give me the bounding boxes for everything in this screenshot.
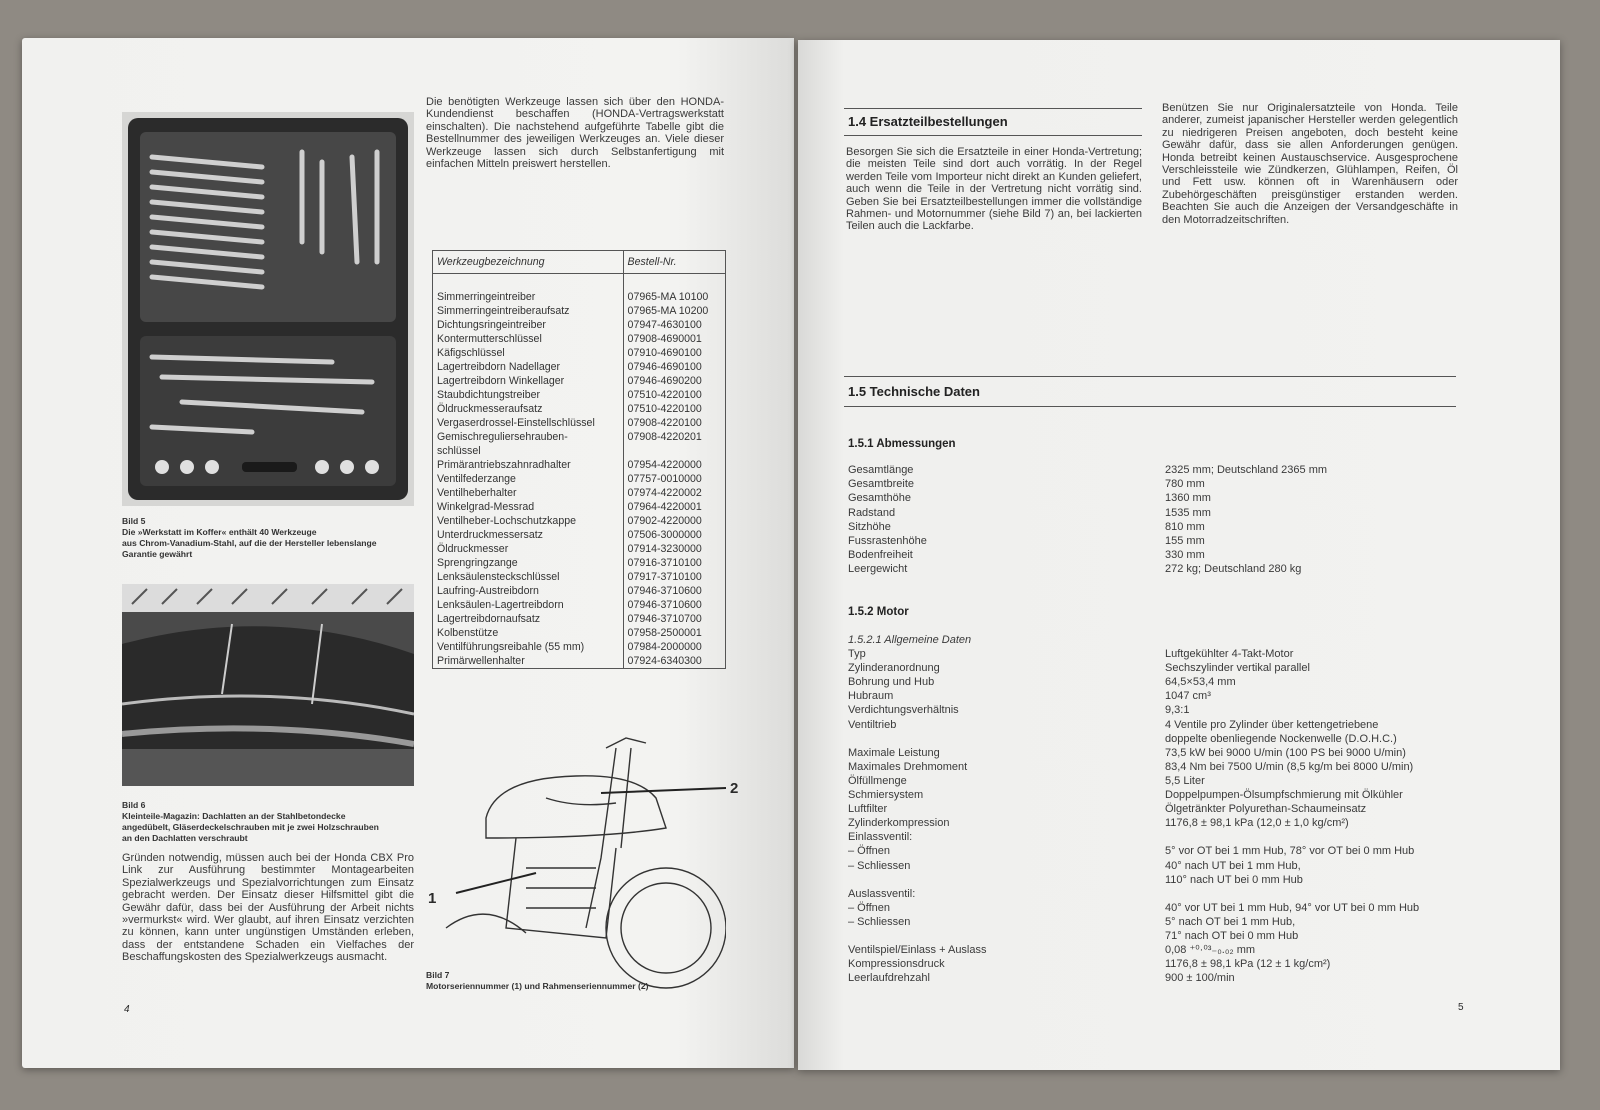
tool-name: Lagertreibdorn Winkellager [437, 375, 565, 387]
order-number: 07908-4690001 [623, 332, 725, 346]
subsection-heading: 1.5.1 Abmessungen [848, 438, 956, 450]
tool-name: Ventilführungsreibahle (55 mm) [437, 641, 585, 653]
spec-label: Luftfilter [848, 803, 888, 816]
spec-label: Fussrastenhöhe [848, 535, 927, 547]
tool-name: Laufring-Austreibdorn [437, 585, 539, 597]
caption-line: Kleinteile-Magazin: Dachlatten an der Stahlbetondecke [122, 811, 346, 821]
spec-label: Gesamthöhe [848, 492, 911, 505]
table-row [433, 430, 725, 458]
spec-value: 330 mm [1165, 549, 1205, 562]
spec-value: 40° nach UT bei 1 mm Hub, [1165, 859, 1301, 872]
spec-value: 64,5×53,4 mm [1165, 676, 1236, 689]
page-number: 5 [1458, 1002, 1464, 1013]
tools-table-body [433, 274, 725, 669]
caption-line: Garantie gewährt [122, 549, 193, 559]
spec-value: doppelte obenliegende Nockenwelle (D.O.H.C.) [1165, 732, 1397, 745]
spec-value: 5° vor OT bei 1 mm Hub, 78° vor OT bei 0 mm Hub [1165, 845, 1415, 858]
tool-name: Primärantriebszahnradhalter [437, 459, 571, 471]
spec-label: Auslassventil: [848, 887, 916, 900]
tool-case-image [122, 112, 414, 506]
motorcycle-drawing [426, 728, 726, 998]
callout-label-2: 2 [730, 780, 739, 797]
spec-label: – Schliessen [848, 859, 911, 872]
order-number: 07965-MA 10100 [623, 274, 725, 305]
spec-label: Bodenfreiheit [848, 549, 913, 562]
tool-name: Käfigschlüssel [437, 347, 505, 359]
order-number: 07916-3710100 [623, 556, 725, 570]
table-header [433, 251, 725, 274]
table-row [433, 388, 725, 402]
table-row [433, 486, 725, 500]
caption-label: Bild 5 [122, 516, 146, 526]
table-row [433, 514, 725, 528]
spec-label: Kompressionsdruck [848, 958, 945, 971]
caption-line: aus Chrom-Vanadium-Stahl, auf die der Hersteller lebenslange [122, 538, 377, 548]
page-number: 4 [124, 1004, 130, 1015]
spec-value: Sechszylinder vertikal parallel [1165, 662, 1310, 675]
spec-value: 4 Ventile pro Zylinder über kettengetriebene [1165, 718, 1379, 731]
caption-label: Bild 7 [426, 970, 450, 980]
tool-name: Sprengringzange [437, 557, 518, 569]
rule [844, 376, 1456, 377]
spec-label: Leerlaufdrehzahl [848, 972, 930, 985]
rule [844, 135, 1142, 136]
column-header: Werkzeugbezeichnung [433, 251, 623, 274]
table-row [433, 274, 725, 305]
order-number: 07917-3710100 [623, 570, 725, 584]
caption-line: Motorseriennummer (1) und Rahmenseriennummer (2) [426, 981, 649, 991]
tool-case-photo [122, 112, 414, 506]
spec-label: Hubraum [848, 690, 894, 703]
order-number: 07946-4690100 [623, 360, 725, 374]
table-row [433, 500, 725, 514]
spec-label: Schmiersystem [848, 789, 924, 801]
spec-label: Ventiltrieb [848, 718, 897, 731]
paragraph: Besorgen Sie sich die Ersatzteile in einer Honda-Vertretung; die meisten Teile sind dort auch vorrätig. In der Regel werden Teile vom Importeur nicht direkt an Kunden geliefert, auch wenn die Teile in der Vertretung nicht vorrätig sind. Geben Sie bei Ersatzteilbestellungen immer die vollständige Rahmen- und Motornummer (siehe Bild 7) an, bei lackierten Teilen auch die Lackfarbe. [846, 146, 1142, 233]
subsection-heading: 1.5.2 Motor [848, 606, 909, 618]
table-row [433, 654, 725, 668]
tool-name: Simmerringeintreiberaufsatz [437, 305, 570, 317]
spec-label: Maximales Drehmoment [848, 760, 968, 773]
order-number: 07965-MA 10200 [623, 304, 725, 318]
tool-name: Öldruckmesser [437, 543, 509, 555]
body-paragraph: Gründen notwendig, müssen auch bei der Honda CBX Pro Link zur Ausführung bestimmter Montagearbeiten Spezialwerkzeugs und Spezialvorrichtungen zum Einsatz gebracht werden. Der Einsatz dieser Hilfsmittel gibt die Gewähr dafür, dass bei der Ausführung der Arbeit nichts »vermurkst« wird. Wer glaubt, auf ihren Einsatz verzichten zu können, kann unter ungünstigen Umständen erleben, dass der entstandene Schaden ein Vielfaches der Beschaffungskosten des Spezialwerkzeugs ausmacht. [122, 852, 414, 964]
spec-value: Luftgekühlter 4-Takt-Motor [1165, 648, 1294, 660]
rule [844, 108, 1142, 109]
spec-label: – Öffnen [848, 901, 890, 914]
spec-value: 1535 mm [1165, 506, 1211, 519]
intro-paragraph: Die benötigten Werkzeuge lassen sich über den HONDA-Kundendienst beschaffen (HONDA-Vertragswerkstatt einschalten). Die nachstehend aufgeführte Tabelle gibt die Bestellnummer des jeweiligen Werkzeuges an. Viele dieser Werkzeuge lassen sich durch Selbstanfertigung mit einfachen Mitteln preiswert herstellen. [426, 96, 724, 171]
caption-line: angedübelt, Gläserdeckelschrauben mit je zwei Holzschrauben [122, 822, 379, 832]
spec-value: 1360 mm [1165, 492, 1211, 505]
spec-value: 5,5 Liter [1165, 774, 1205, 787]
spec-value: 110° nach UT bei 0 mm Hub [1165, 873, 1303, 886]
tool-name: Staubdichtungstreiber [437, 389, 541, 401]
order-number: 07757-0010000 [623, 472, 725, 486]
table-row [433, 640, 725, 654]
table-row [433, 612, 725, 626]
table-row [433, 304, 725, 318]
caption-line: an den Dachlatten verschraubt [122, 833, 248, 843]
column-header: Bestell-Nr. [623, 251, 725, 274]
spec-label: Leergewicht [848, 563, 908, 576]
tool-name: Lenksäulen-Lagertreibdorn [437, 599, 564, 611]
section-heading: 1.5 Technische Daten [848, 384, 980, 399]
callout-label-1: 1 [428, 890, 437, 907]
tool-name: Öldruckmesseraufsatz [437, 403, 543, 415]
table-row [433, 570, 725, 584]
spec-value: 1176,8 ± 98,1 kPa (12,0 ± 1,0 kg/cm²) [1165, 817, 1349, 830]
table-row [433, 332, 725, 346]
workshop-image [122, 584, 414, 786]
spec-value: 40° vor UT bei 1 mm Hub, 94° vor UT bei 0 mm Hub [1165, 901, 1420, 914]
spec-value: 5° nach OT bei 1 mm Hub, [1165, 915, 1296, 928]
order-number: 07914-3230000 [623, 542, 725, 556]
left-page [22, 38, 794, 1068]
spec-label: Gesamtbreite [848, 478, 915, 491]
spec-value: 1176,8 ± 98,1 kPa (12 ± 1 kg/cm²) [1165, 958, 1331, 971]
right-page [798, 40, 1560, 1070]
spec-label: – Öffnen [848, 845, 890, 858]
spec-label: Maximale Leistung [848, 746, 940, 759]
tool-name: Kolbenstütze [437, 627, 499, 639]
table-row [433, 318, 725, 332]
order-number: 07946-3710600 [623, 598, 725, 612]
spec-label: Einlassventil: [848, 831, 913, 844]
order-number: 07924-6340300 [623, 654, 725, 668]
spec-label: Ventilspiel/Einlass + Auslass [848, 944, 987, 957]
order-number: 07964-4220001 [623, 500, 725, 514]
spec-value: Doppelpumpen-Ölsumpfschmierung mit Ölkühler [1165, 789, 1403, 801]
tool-name: Kontermutterschlüssel [437, 333, 542, 345]
order-number: 07974-4220002 [623, 486, 725, 500]
order-number: 07946-4690200 [623, 374, 725, 388]
paragraph: Benützen Sie nur Originalersatzteile von Honda. Teile anderer, zumeist japanischer Hersteller werden gelegentlich zu niedrigeren Preisen angeboten, doch besteht keine Gewähr dafür, dass sie allen Anforderungen genügen. Honda betreibt keinen Austauschservice. Ausgesprochene Verschleissteile wie Zündkerzen, Glühlampen, Reifen, Öl und Fett usw. können oft in Warenhäusern oder Zubehörgeschäften preisgünstiger erstanden werden. Beachten Sie auch die Anzeigen der Versandgeschäfte in den Motorradzeitschriften. [1162, 102, 1458, 226]
table-row [433, 374, 725, 388]
table-row [433, 472, 725, 486]
order-number: 07947-4630100 [623, 318, 725, 332]
order-number: 07908-4220100 [623, 416, 725, 430]
order-number: 07506-3000000 [623, 528, 725, 542]
tool-name: Ventilheberhalter [437, 487, 517, 499]
tool-name: Lagertreibdorn Nadellager [437, 361, 561, 373]
bild7-caption [426, 970, 746, 992]
spec-value: 9,3:1 [1165, 704, 1190, 717]
table-row [433, 402, 725, 416]
bild6-caption [122, 800, 422, 844]
table-row [433, 458, 725, 472]
tool-name: Ventilheber-Lochschutzkappe [437, 515, 576, 527]
spec-label: Verdichtungsverhältnis [848, 704, 959, 717]
spec-value: 71° nach OT bei 0 mm Hub [1165, 930, 1299, 942]
spec-value: Ölgetränkter Polyurethan-Schaumeinsatz [1165, 803, 1367, 816]
tool-name: Primärwellenhalter [437, 655, 525, 667]
tool-name: Dichtungsringeintreiber [437, 319, 546, 331]
spec-label: Sitzhöhe [848, 520, 891, 533]
motorcycle-line-art [426, 728, 726, 998]
order-number: 07958-2500001 [623, 626, 725, 640]
table-row [433, 584, 725, 598]
order-number: 07510-4220100 [623, 388, 725, 402]
spec-label: Gesamtlänge [848, 464, 914, 476]
order-number: 07908-4220201 [623, 430, 725, 458]
table-row [433, 542, 725, 556]
table-row [433, 626, 725, 640]
order-number: 07910-4690100 [623, 346, 725, 360]
spec-value: 1047 cm³ [1165, 690, 1211, 703]
tool-name: Winkelgrad-Messrad [437, 501, 535, 513]
spec-label: – Schliessen [848, 915, 911, 928]
spec-label: Radstand [848, 506, 896, 519]
spec-label: Zylinderkompression [848, 817, 950, 830]
tool-name: Ventilfederzange [437, 473, 516, 485]
spec-value: 155 mm [1165, 535, 1205, 547]
spec-value: 73,5 kW bei 9000 U/min (100 PS bei 9000 U/min) [1165, 746, 1406, 759]
spec-value: 2325 mm; Deutschland 2365 mm [1165, 464, 1328, 476]
subsubsection-heading: 1.5.2.1 Allgemeine Daten [848, 634, 972, 646]
spec-value: 0,08 ⁺⁰·⁰³₋₀.₀₂ mm [1165, 944, 1256, 957]
order-number: 07946-3710600 [623, 584, 725, 598]
order-number: 07902-4220000 [623, 514, 725, 528]
order-number: 07510-4220100 [623, 402, 725, 416]
spec-value: 83,4 Nm bei 7500 U/min (8,5 kg/m bei 8000 U/min) [1165, 760, 1414, 773]
workshop-photo [122, 584, 414, 786]
spec-label: Typ [848, 648, 866, 660]
tool-name: Simmerringeintreiber [437, 291, 536, 303]
rule [844, 406, 1456, 407]
spec-label: Bohrung und Hub [848, 676, 935, 689]
tool-name: Unterdruckmessersatz [437, 529, 543, 541]
table-row [433, 346, 725, 360]
order-number: 07954-4220000 [623, 458, 725, 472]
tool-name: Vergaserdrossel-Einstellschlüssel [437, 417, 595, 429]
tools-table-frame [432, 250, 726, 669]
caption-label: Bild 6 [122, 800, 146, 810]
tool-name: Gemischreguliersehrauben- schlüssel [437, 431, 568, 457]
table-row [433, 528, 725, 542]
tools-table [433, 251, 725, 668]
section-heading: 1.4 Ersatzteilbestellungen [848, 114, 1008, 129]
tool-name: Lenksäulensteckschlüssel [437, 571, 560, 583]
table-row [433, 598, 725, 612]
spec-value: 272 kg; Deutschland 280 kg [1165, 563, 1302, 576]
order-number: 07984-2000000 [623, 640, 725, 654]
caption-line: Die »Werkstatt im Koffer« enthält 40 Werkzeuge [122, 527, 317, 537]
spec-value: 780 mm [1165, 478, 1205, 491]
table-row [433, 556, 725, 570]
table-row [433, 416, 725, 430]
tool-name: Lagertreibdornaufsatz [437, 613, 541, 625]
spec-value: 900 ± 100/min [1165, 972, 1235, 985]
table-row [433, 360, 725, 374]
order-number: 07946-3710700 [623, 612, 725, 626]
spec-value: 810 mm [1165, 520, 1205, 533]
spec-label: Zylinderanordnung [848, 662, 940, 675]
spec-label: Ölfüllmenge [848, 774, 907, 787]
bild5-caption [122, 516, 422, 560]
